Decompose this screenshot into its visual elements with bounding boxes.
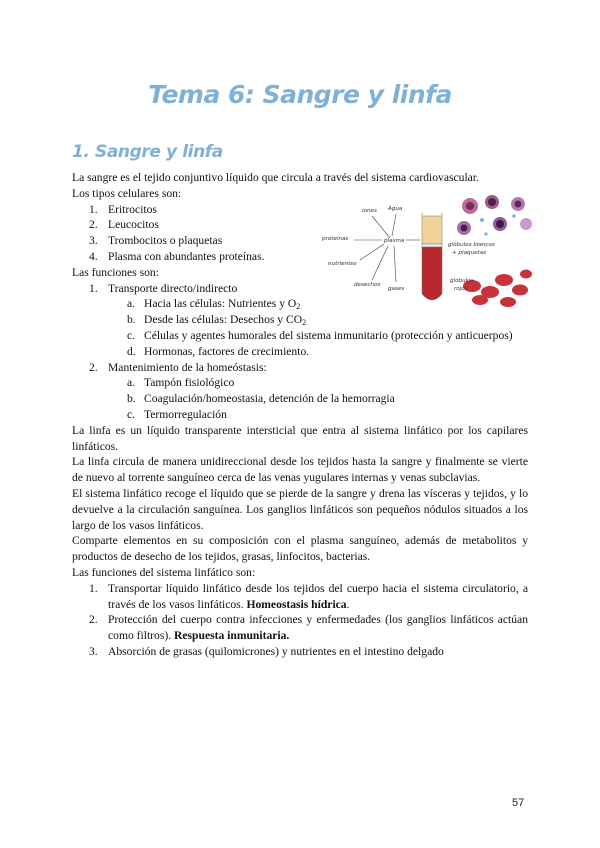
- page-number: 57: [512, 797, 525, 809]
- list-item-text: Desde las células: Desechos y CO: [144, 313, 303, 327]
- lymph-functions-list: [72, 581, 528, 660]
- sublist-item: [72, 312, 528, 328]
- label-globulos-rojos-1: glóbulos: [450, 278, 474, 284]
- list-marker: b.: [127, 392, 136, 406]
- label-agua: Agua: [388, 206, 403, 212]
- sublist-item: [72, 296, 528, 312]
- list-marker: d.: [127, 344, 136, 358]
- label-gases: gases: [388, 286, 405, 292]
- label-globulos-blancos: glóbulos blancos: [448, 242, 495, 248]
- list-item: [72, 233, 528, 249]
- list-marker: 1.: [89, 281, 98, 295]
- list-marker: c.: [127, 328, 136, 342]
- lymph-composition-paragraph: Comparte elementos en su composición con el plasma sanguíneo, además de metabolitos y productos de desecho de los tejidos, grasas, linfocitos, bacterias.: [72, 534, 528, 564]
- list-item-text: Leucocitos: [108, 218, 159, 232]
- homeostasis-sublist: [72, 375, 528, 422]
- list-marker: 2.: [89, 360, 98, 374]
- list-item-text: Eritrocitos: [108, 202, 157, 216]
- label-plaquetas: + plaquetas: [452, 250, 487, 256]
- list-marker: 2.: [89, 613, 98, 627]
- list-marker: 4.: [89, 249, 98, 263]
- list-item-text: Células y agentes humorales del sistema inmunitario (protección y anticuerpos): [144, 328, 513, 342]
- list-item: [72, 202, 528, 218]
- list-item-text: Hormonas, factores de crecimiento.: [144, 344, 310, 358]
- list-item-text: Trombocitos o plaquetas: [108, 234, 223, 248]
- list-item-text: Tampón fisiológico: [144, 376, 235, 390]
- list-item-text: Hacia las células: Nutrientes y O: [144, 297, 297, 311]
- list-item: [72, 612, 528, 644]
- sublist-item: [72, 407, 528, 423]
- lymph-functions-label: Las funciones del sistema linfático son:: [72, 565, 256, 579]
- label-iones: iones: [362, 208, 377, 214]
- list-item: [72, 644, 528, 660]
- list-item-text: Transporte directo/indirecto: [108, 281, 238, 295]
- intro-paragraph: La sangre es el tejido conjuntivo líquido que circula a través del sistema cardiovascular.: [72, 171, 479, 184]
- sublist-item: [72, 328, 528, 344]
- subscript: 2: [302, 318, 307, 328]
- list-item: [72, 249, 528, 265]
- label-proteinas: proteínas: [322, 236, 349, 242]
- functions-label: Las funciones son:: [72, 265, 159, 279]
- label-globulos-rojos-2: rojos: [454, 286, 468, 292]
- list-marker: 1.: [89, 581, 98, 595]
- list-marker: 1.: [89, 202, 98, 216]
- sublist-item: [72, 375, 528, 391]
- cell-types-label: Los tipos celulares son:: [72, 186, 182, 200]
- list-marker: c.: [127, 407, 136, 421]
- label-nutrientes: nutrientes: [328, 261, 357, 267]
- list-item-text: Termorregulación: [144, 407, 227, 421]
- functions-list: [72, 281, 528, 423]
- cell-types-list: [72, 202, 528, 265]
- list-item-text: Transportar líquido linfático desde los tejidos del cuerpo hacia el sistema circulatorio, a través de los vasos linfáticos.: [108, 581, 528, 611]
- sublist-item: [72, 344, 528, 360]
- list-marker: 2.: [89, 218, 98, 232]
- transport-sublist: [72, 296, 528, 359]
- sublist-item: [72, 391, 528, 407]
- list-item-text: Absorción de grasas (quilomicrones) y nutrientes en el intestino delgado: [108, 644, 444, 658]
- subscript: 2: [296, 302, 301, 312]
- lymphatic-system-paragraph: El sistema linfático recoge el líquido que se pierde de la sangre y drena las vísceras y tejidos, y lo devuelve a la circulación sanguínea. Los ganglios linfáticos son pequeños nódulos situados a los largo de los vasos linfáticos.: [72, 486, 528, 532]
- document-title: Tema 6: Sangre y linfa: [148, 80, 452, 109]
- list-marker: b.: [127, 313, 136, 327]
- section-heading: 1. Sangre y linfa: [72, 142, 223, 162]
- lymph-paragraph: La linfa es un líquido transparente intersticial que entra al sistema linfático por los capilares linfáticos.: [72, 423, 528, 453]
- list-marker: 3.: [89, 644, 98, 658]
- list-item-suffix: .: [346, 597, 350, 611]
- list-marker: a.: [127, 376, 136, 390]
- list-marker: a.: [127, 297, 136, 311]
- list-item-text: Coagulación/homeostasia, detención de la hemorragia: [144, 392, 395, 406]
- list-item: [72, 360, 528, 423]
- list-item-text: Mantenimiento de la homeóstasis:: [108, 360, 267, 374]
- list-item: [72, 281, 528, 360]
- label-desechos: desechos: [354, 282, 381, 288]
- list-item-text: Protección del cuerpo contra infecciones y enfermedades (los ganglios linfáticos actúan como filtros).: [108, 613, 528, 643]
- list-item-emphasis: Respuesta inmunitaria.: [174, 629, 290, 643]
- list-item-text: Plasma con abundantes proteínas.: [108, 249, 265, 263]
- list-item-emphasis: Homeostasis hídrica: [246, 597, 347, 611]
- label-plasma: plasma: [384, 238, 405, 244]
- section-body: [72, 170, 528, 660]
- list-item: [72, 581, 528, 613]
- lymph-flow-paragraph: La linfa circula de manera unidireccional desde los tejidos hasta la sangre y finalmente se vierte de nuevo al torrente sanguíneo cerca de las venas yugulares internas y venas subclavias.: [72, 455, 528, 485]
- list-item: [72, 217, 528, 233]
- list-marker: 3.: [89, 234, 98, 248]
